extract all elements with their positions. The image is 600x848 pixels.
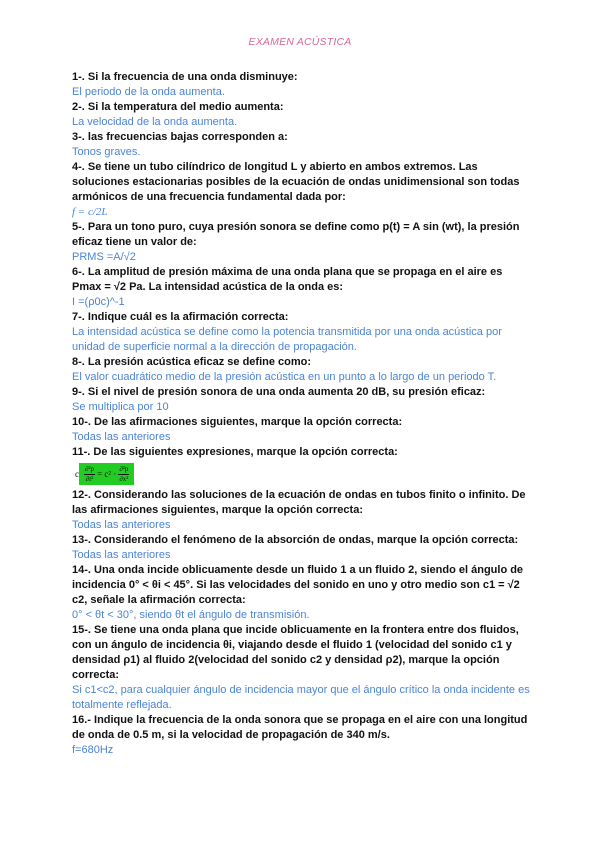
question-15: 15-. Se tiene una onda plana que incide oblicuamente en la frontera entre dos fluidos, con un ángulo de incidencia θi, viajando desde el fluido 1 (velocidad del sonido c1 y densidad ρ1) al fluido 2(velocidad del sonido c2 y densidad ρ2), marque la opción correcta: xyxy=(72,624,519,681)
question-14: 14-. Una onda incide oblicuamente desde un fluido 1 a un fluido 2, siendo el ángulo de incidencia 0° < θi < 45°. Si las velocidades del sonido en uno y otro medio son c1 = √2 c2, señale la afirmación correcta: xyxy=(72,564,524,606)
answer-5: PRMS =A/√2 xyxy=(72,251,136,263)
question-12: 12-. Considerando las soluciones de la ecuación de ondas en tubos finito o infinito. De las afirmaciones siguientes, marque la opción correcta: xyxy=(72,489,526,516)
formula-rhs-denominator: ∂x² xyxy=(119,474,129,483)
formula-rhs-numerator: ∂²p xyxy=(119,464,129,473)
question-11: 11-. De las siguientes expresiones, marque la opción correcta: xyxy=(72,446,398,458)
answer-1: El periodo de la onda aumenta. xyxy=(72,86,225,98)
question-13: 13-. Considerando el fenómeno de la absorción de ondas, marque la opción correcta: xyxy=(72,534,519,546)
answer-6: I =(ρ0c)^-1 xyxy=(72,296,125,308)
answer-4-formula: f = c/2L xyxy=(72,206,108,218)
question-7: 7-. Indique cuál es la afirmación correcta: xyxy=(72,311,289,323)
question-10: 10-. De las afirmaciones siguientes, marque la opción correcta: xyxy=(72,416,403,428)
formula-rhs-fraction xyxy=(118,465,129,484)
question-4: 4-. Se tiene un tubo cilíndrico de longitud L y abierto en ambos extremos. Las soluciones estacionarias posibles de la ecuación de ondas unidimensional son todas armónicos de una frecuencia fundamental dada por: xyxy=(72,161,520,203)
answer-12: Todas las anteriores xyxy=(72,519,171,531)
answer-11-formula xyxy=(75,463,134,485)
answer-3: Tonos graves. xyxy=(72,146,141,158)
formula-highlight xyxy=(79,463,134,485)
question-16: 16.- Indique la frecuencia de la onda sonora que se propaga en el aire con una longitud de onda de 0.5 m, si la velocidad de propagación de 340 m/s. xyxy=(72,714,528,741)
answer-4 xyxy=(72,205,532,220)
formula-middle: = c² · xyxy=(97,469,117,479)
formula-lhs-denominator: ∂t² xyxy=(85,474,94,483)
question-6: 6-. La amplitud de presión máxima de una onda plana que se propaga en el aire es Pmax = √2 Pa. La intensidad acústica de la onda es: xyxy=(72,266,503,293)
answer-7: La intensidad acústica se define como la potencia transmitida por una onda acústica por unidad de superficie normal a la dirección de propagación. xyxy=(72,326,502,353)
formula-lhs-numerator: ∂²p xyxy=(85,464,95,473)
question-8: 8-. La presión acústica eficaz se define como: xyxy=(72,356,312,368)
answer-9: Se multiplica por 10 xyxy=(72,401,169,413)
formula-lhs-fraction xyxy=(84,465,95,484)
formula-prefix: c xyxy=(75,469,79,479)
answer-14: 0° < θt < 30°, siendo θt el ángulo de transmisión. xyxy=(72,609,310,621)
answer-15: Si c1<c2, para cualquier ángulo de incidencia mayor que el ángulo crítico la onda incidente es totalmente reflejada. xyxy=(72,684,530,711)
answer-13: Todas las anteriores xyxy=(72,549,171,561)
answer-2: La velocidad de la onda aumenta. xyxy=(72,116,238,128)
page-title: EXAMEN ACÚSTICA xyxy=(248,36,352,48)
answer-8: El valor cuadrático medio de la presión acústica en un punto a lo largo de un periodo T. xyxy=(72,371,497,383)
question-3: 3-. las frecuencias bajas corresponden a: xyxy=(72,131,288,143)
question-1: 1-. Si la frecuencia de una onda disminuye: xyxy=(72,71,298,83)
question-9: 9-. Si el nivel de presión sonora de una onda aumenta 20 dB, su presión eficaz: xyxy=(72,386,486,398)
question-5: 5-. Para un tono puro, cuya presión sonora se define como p(t) = A sin (wt), la presión eficaz tiene un valor de: xyxy=(72,221,520,248)
answer-16: f=680Hz xyxy=(72,744,114,756)
question-list xyxy=(72,70,532,758)
question-2: 2-. Si la temperatura del medio aumenta: xyxy=(72,101,284,113)
answer-10: Todas las anteriores xyxy=(72,431,171,443)
